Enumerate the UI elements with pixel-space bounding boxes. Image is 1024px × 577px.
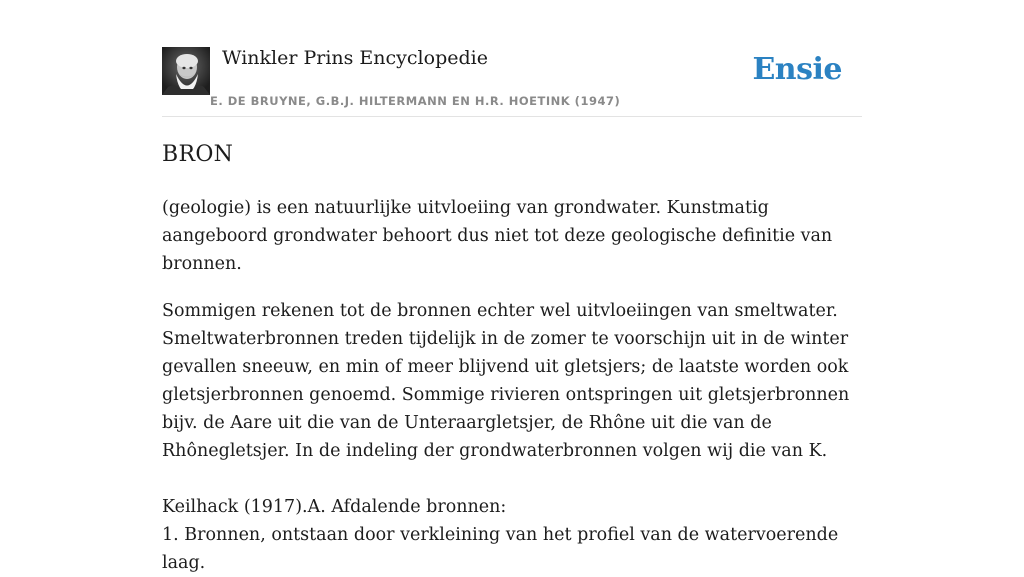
source-title[interactable]: Winkler Prins Encyclopedie	[222, 47, 488, 69]
article-paragraph: 1. Bronnen, ontstaan door verkleining van het profiel van de watervoerende laag.	[162, 525, 839, 573]
article-paragraph: Sommigen rekenen tot de bronnen echter wel uitvloeiingen van smeltwater. Smeltwaterbronnen treden tijdelijk in de zomer te voorschijn uit in de winter gevallen sneeuw, en min of meer blijvend uit gletsjers; de laatste worden ook gletsjerbronnen genoemd. Sommige rivieren ontspringen uit gletsjerbronnen bijv. de Aare uit die van de Unteraargletsjer, de Rhône uit die van de Rhônegletsjer. In de indeling der grondwaterbronnen volgen wij die van K.	[162, 301, 850, 461]
source-authors: E. DE BRUYNE, G.B.J. HILTERMANN EN H.R. HOETINK (1947)	[210, 94, 621, 108]
author-portrait	[162, 47, 210, 95]
article-title: BRON	[162, 142, 234, 167]
brand-logo-link[interactable]: Ensie	[752, 52, 842, 87]
article-paragraph: (geologie) is een natuurlijke uitvloeiing van grondwater. Kunstmatig aangeboord grondwater behoort dus niet tot deze geologische definitie van bronnen.	[162, 198, 833, 274]
article-paragraph: Keilhack (1917).A. Afdalende bronnen:	[162, 497, 507, 517]
source-header	[162, 46, 862, 117]
article	[162, 140, 862, 577]
portrait-image	[162, 47, 210, 95]
